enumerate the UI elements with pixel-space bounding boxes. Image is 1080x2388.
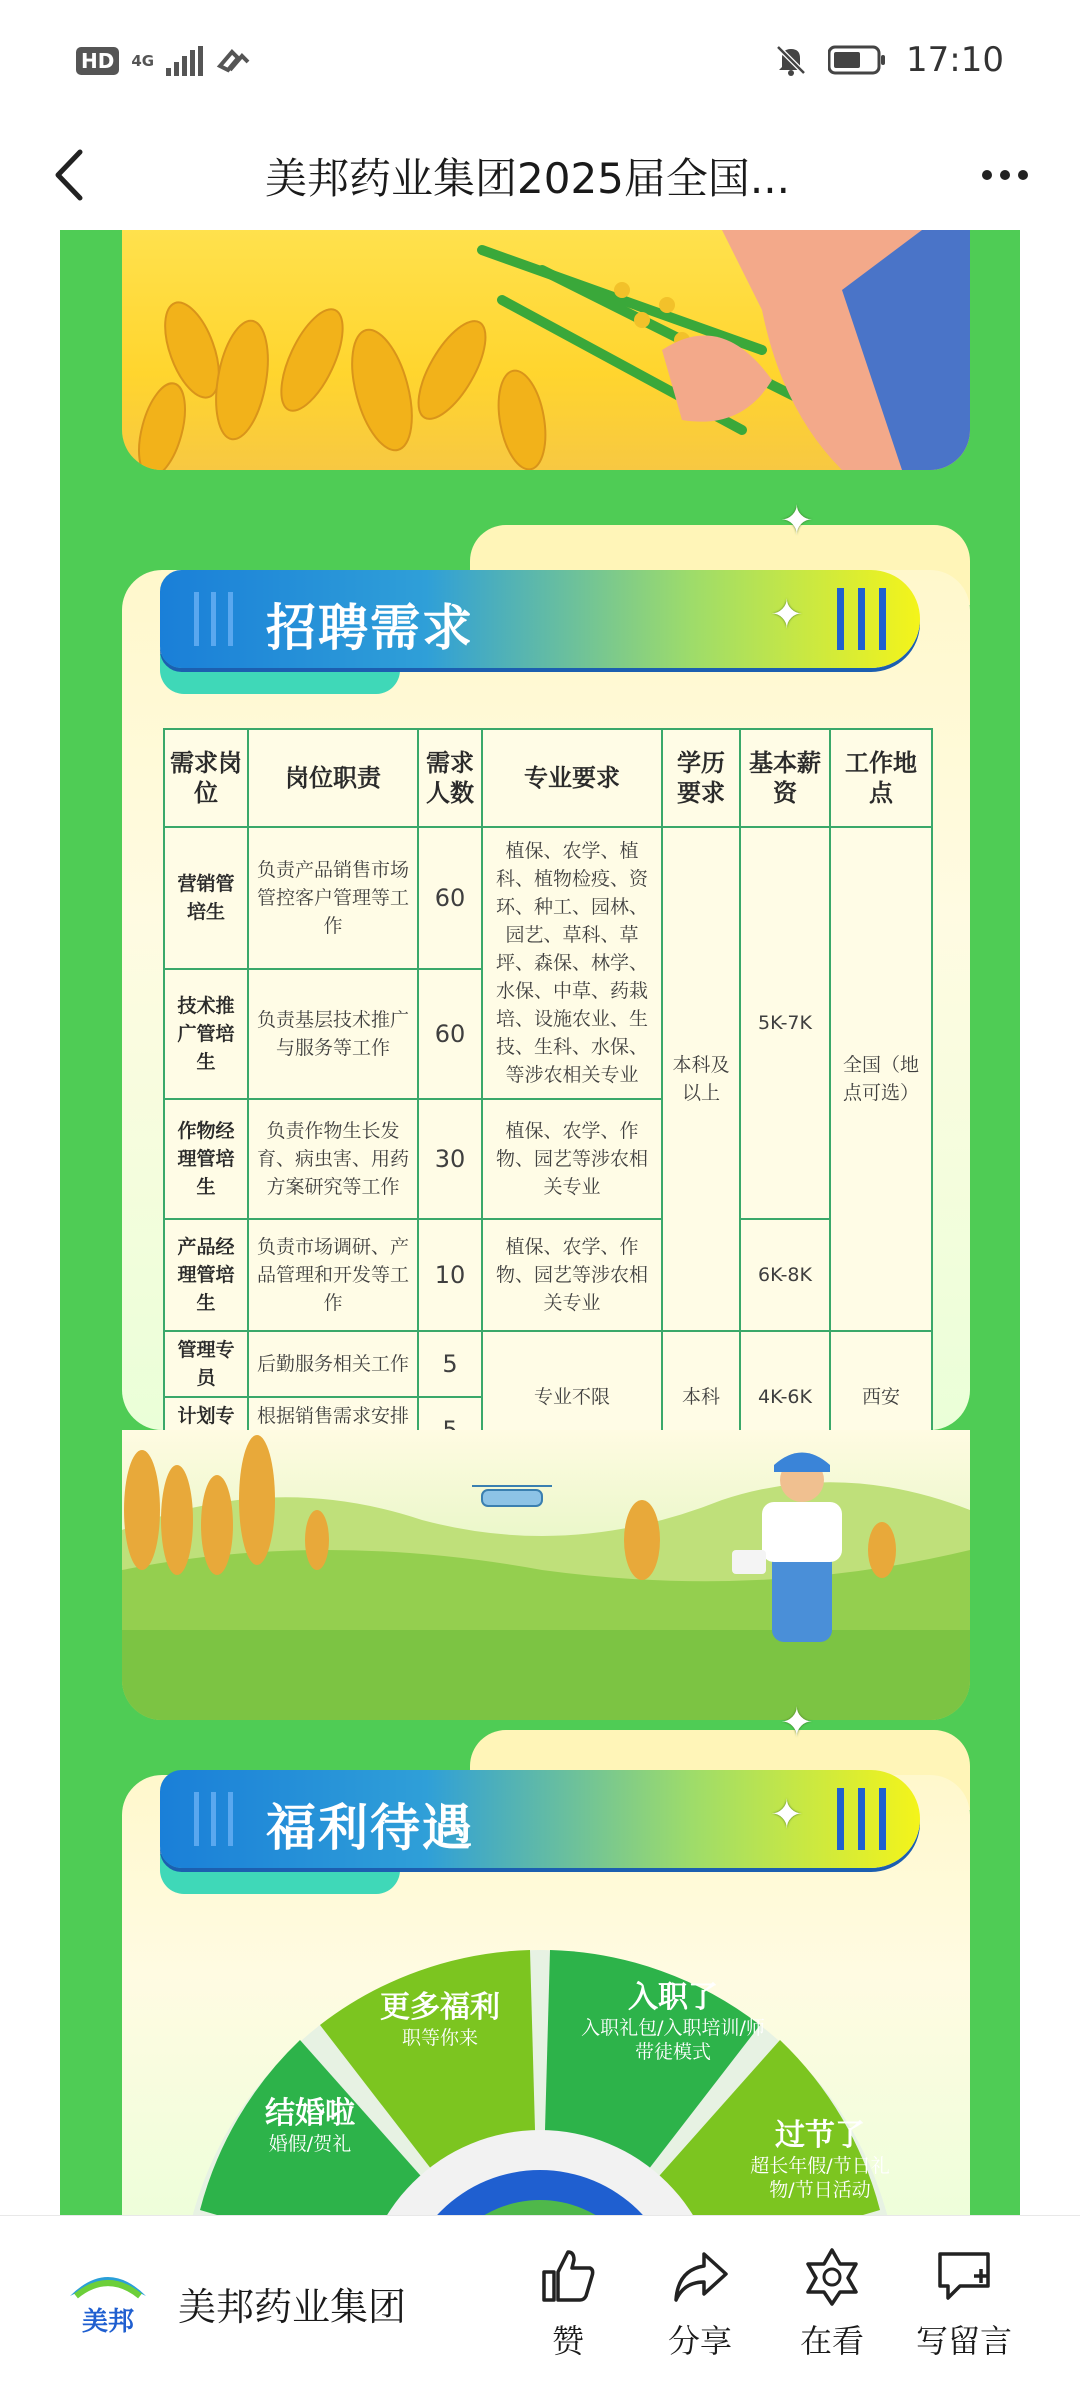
duty-cell: 根据销售需求安排 — [248, 1397, 418, 1463]
table-header: 学历要求 — [662, 729, 740, 827]
header-bars-left — [194, 592, 233, 646]
table-header-row — [164, 729, 932, 827]
welfare-desc: 超长年假/节日礼物/节日活动 — [750, 2155, 890, 2201]
education-cell: 本科 — [662, 1331, 740, 1463]
table-header: 岗位职责 — [248, 729, 418, 827]
comment-button[interactable] — [904, 2246, 1024, 2366]
data-sync-icon — [216, 46, 250, 76]
hd-badge: HD — [76, 47, 119, 75]
table-header: 工作地点 — [830, 729, 932, 827]
table-row — [164, 1219, 932, 1331]
welfare-section-header — [160, 1770, 920, 1868]
welfare-title: 入职了 — [628, 1980, 718, 2015]
major-cell: 植保、农学、作物、园艺等涉农相关专业 — [482, 1219, 662, 1331]
logo-text: 美邦 — [81, 2307, 135, 2336]
recruitment-table — [163, 728, 933, 1464]
position-cell: 计划专 — [164, 1397, 248, 1463]
position-cell: 管理专员 — [164, 1331, 248, 1397]
account-name[interactable]: 美邦药业集团 — [178, 2285, 407, 2329]
table-header: 基本薪资 — [740, 729, 830, 827]
page-title: 美邦药业集团2025届全国... — [265, 154, 790, 203]
table-header: 专业要求 — [482, 729, 662, 827]
welfare-title: 结婚啦 — [265, 2096, 355, 2131]
salary-cell: 4K-6K — [740, 1331, 830, 1463]
status-bar — [0, 0, 1080, 120]
education-cell: 本科及以上 — [662, 827, 740, 1331]
more-dot-icon — [1000, 170, 1010, 180]
share-arrow-icon — [670, 2246, 730, 2306]
wheat-illustration — [122, 230, 970, 470]
clock: 17:10 — [906, 40, 1004, 80]
action-label: 赞 — [551, 2322, 584, 2360]
wheat-graphic — [122, 230, 970, 470]
table-row — [164, 1331, 932, 1397]
major-cell: 专业不限 — [482, 1331, 662, 1463]
bottom-action-bar — [0, 2215, 1080, 2388]
farm-landscape-illustration — [122, 1430, 970, 1720]
wow-button[interactable] — [772, 2246, 892, 2366]
more-options-button[interactable] — [970, 140, 1040, 210]
chevron-left-icon — [36, 140, 106, 210]
action-label: 写留言 — [915, 2322, 1012, 2360]
welfare-segment — [225, 2088, 395, 2156]
account-logo[interactable] — [66, 2266, 150, 2336]
like-button[interactable] — [508, 2246, 628, 2366]
title-bar — [0, 120, 1080, 230]
sparkle-icon: ✦ — [770, 1792, 804, 1838]
count-cell: 60 — [418, 827, 482, 969]
more-dot-icon — [1018, 170, 1028, 180]
table-row — [164, 827, 932, 969]
welfare-segment — [578, 1972, 768, 2064]
duty-cell: 负责产品销售市场管控客户管理等工作 — [248, 827, 418, 969]
meibang-logo-icon — [66, 2266, 150, 2336]
count-cell: 60 — [418, 969, 482, 1099]
header-bars-left — [194, 1792, 233, 1846]
welfare-segment — [355, 1982, 525, 2050]
welfare-segment — [740, 2110, 900, 2202]
location-cell: 西安 — [830, 1331, 932, 1463]
welfare-title: 过节了 — [775, 2118, 865, 2153]
welfare-desc: 入职礼包/入职培训/师带徒模式 — [581, 2017, 765, 2063]
article-content[interactable] — [0, 230, 1080, 2215]
recruit-section-title: 招聘需求 — [266, 599, 474, 657]
major-cell: 植保、农学、植科、植物检疫、资环、种工、园林、园艺、草科、草坪、森保、林学、水保、中草、药栽培、设施农业、生技、生科、水保、等涉农相关专业 — [482, 827, 662, 1099]
network-type: 4G — [131, 51, 155, 70]
position-cell: 营销管培生 — [164, 827, 248, 969]
salary-cell: 6K-8K — [740, 1219, 830, 1331]
duty-cell: 后勤服务相关工作 — [248, 1331, 418, 1397]
sparkle-icon: ✦ — [770, 592, 804, 638]
table-header: 需求岗位 — [164, 729, 248, 827]
salary-cell: 5K-7K — [740, 827, 830, 1219]
action-label: 分享 — [667, 2322, 732, 2360]
action-label: 在看 — [799, 2322, 864, 2360]
thumbs-up-icon — [538, 2246, 598, 2306]
share-button[interactable] — [640, 2246, 760, 2366]
count-cell: 10 — [418, 1219, 482, 1331]
back-button[interactable] — [36, 140, 106, 210]
recruit-section-header — [160, 570, 920, 668]
battery-icon — [828, 45, 886, 75]
welfare-desc: 婚假/贺礼 — [268, 2133, 352, 2155]
position-cell: 作物经理管培生 — [164, 1099, 248, 1219]
signal-icon — [166, 46, 204, 76]
more-dot-icon — [982, 170, 992, 180]
duty-cell: 负责基层技术推广与服务等工作 — [248, 969, 418, 1099]
count-cell: 30 — [418, 1099, 482, 1219]
mute-bell-icon — [774, 43, 808, 77]
location-cell: 全国（地点可选） — [830, 827, 932, 1331]
header-bars-right — [837, 588, 886, 650]
position-cell: 产品经理管培生 — [164, 1219, 248, 1331]
duty-cell: 负责市场调研、产品管理和开发等工作 — [248, 1219, 418, 1331]
status-left — [76, 46, 250, 76]
header-bars-right — [837, 1788, 886, 1850]
welfare-title: 更多福利 — [380, 1990, 500, 2025]
sparkle-icon: ✦ — [780, 498, 814, 544]
position-cell: 技术推广管培生 — [164, 969, 248, 1099]
table-header: 需求人数 — [418, 729, 482, 827]
major-cell: 植保、农学、作物、园艺等涉农相关专业 — [482, 1099, 662, 1219]
comment-plus-icon — [934, 2246, 994, 2306]
welfare-desc: 职等你来 — [401, 2027, 478, 2049]
welfare-section-title: 福利待遇 — [266, 1799, 474, 1857]
count-cell: 5 — [418, 1331, 482, 1397]
duty-cell: 负责作物生长发育、病虫害、用药方案研究等工作 — [248, 1099, 418, 1219]
landscape-graphic — [122, 1430, 970, 1720]
star-hex-icon — [802, 2246, 862, 2306]
sparkle-icon: ✦ — [780, 1700, 814, 1746]
status-right — [774, 40, 1004, 80]
